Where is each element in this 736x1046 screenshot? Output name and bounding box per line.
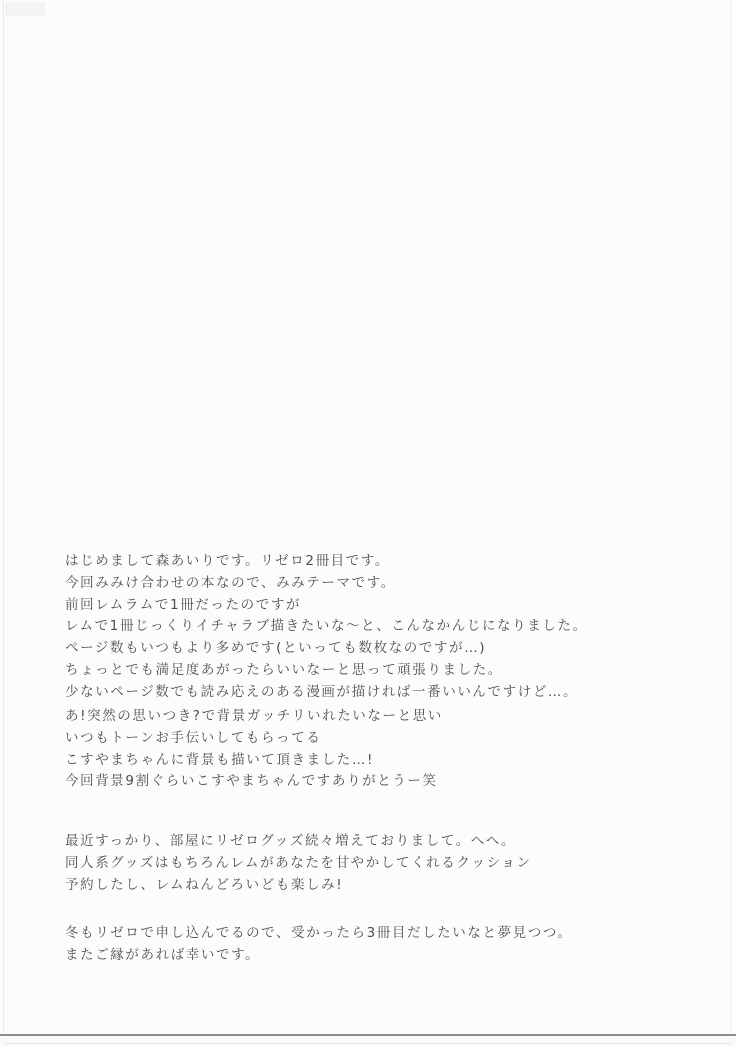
afterword-text-line: 今回背景9割ぐらいこすやまちゃんですありがとうー笑 bbox=[65, 773, 438, 790]
afterword-text-line: 同人系グッズはもちろんレムがあなたを甘やかしてくれるクッション bbox=[65, 854, 532, 871]
afterword-text-line: 少ないページ数でも読み応えのある漫画が描ければ一番いいんですけど…。 bbox=[65, 683, 579, 700]
afterword-text-line: レムで1冊じっくりイチャラブ描きたいな〜と、こんなかんじになりました。 bbox=[65, 618, 588, 635]
afterword-paragraph-goods bbox=[65, 831, 532, 896]
scan-edge-right bbox=[730, 0, 731, 1034]
afterword-text-line: こすやまちゃんに背景も描いて頂きました…! bbox=[65, 751, 375, 768]
afterword-paragraph-backgrounds bbox=[65, 706, 443, 793]
scan-bottom-faint-line bbox=[4, 1043, 732, 1044]
afterword-text-line: ページ数もいつもより多めです(といっても数枚なのですが…) bbox=[65, 640, 487, 657]
scan-smudge bbox=[5, 2, 45, 16]
scan-edge-left bbox=[3, 0, 4, 1034]
afterword-text-line: 今回みみけ合わせの本なので、みみテーマです。 bbox=[65, 574, 396, 591]
afterword-text-line: 最近すっかり、部屋にリゼログッズ続々増えておりまして。へへ。 bbox=[65, 833, 517, 849]
afterword-text-line: いつもトーンお手伝いしてもらってる bbox=[65, 729, 322, 746]
afterword-text-line: はじめまして森あいりです。リゼロ2冊目です。 bbox=[65, 553, 390, 569]
afterword-paragraph-closing bbox=[65, 923, 573, 967]
afterword-text-line: 前回レムラムで1冊だったのですが bbox=[65, 596, 302, 613]
afterword-text-line: 冬もリゼロで申し込んでるので、受かったら3冊目だしたいなと夢見つつ。 bbox=[65, 925, 573, 941]
afterword-text-line: ちょっとでも満足度あがったらいいなーと思って頑張りました。 bbox=[65, 661, 503, 678]
afterword-text-line: あ!突然の思いつき?で背景ガッチリいれたいなーと思い bbox=[65, 708, 443, 724]
afterword-text-line: またご縁があれば幸いです。 bbox=[65, 946, 261, 963]
afterword-paragraph-intro bbox=[65, 551, 588, 704]
scan-bottom-margin bbox=[0, 1036, 736, 1046]
afterword-text-line: 予約したし、レムねんどろいども楽しみ! bbox=[65, 876, 344, 893]
